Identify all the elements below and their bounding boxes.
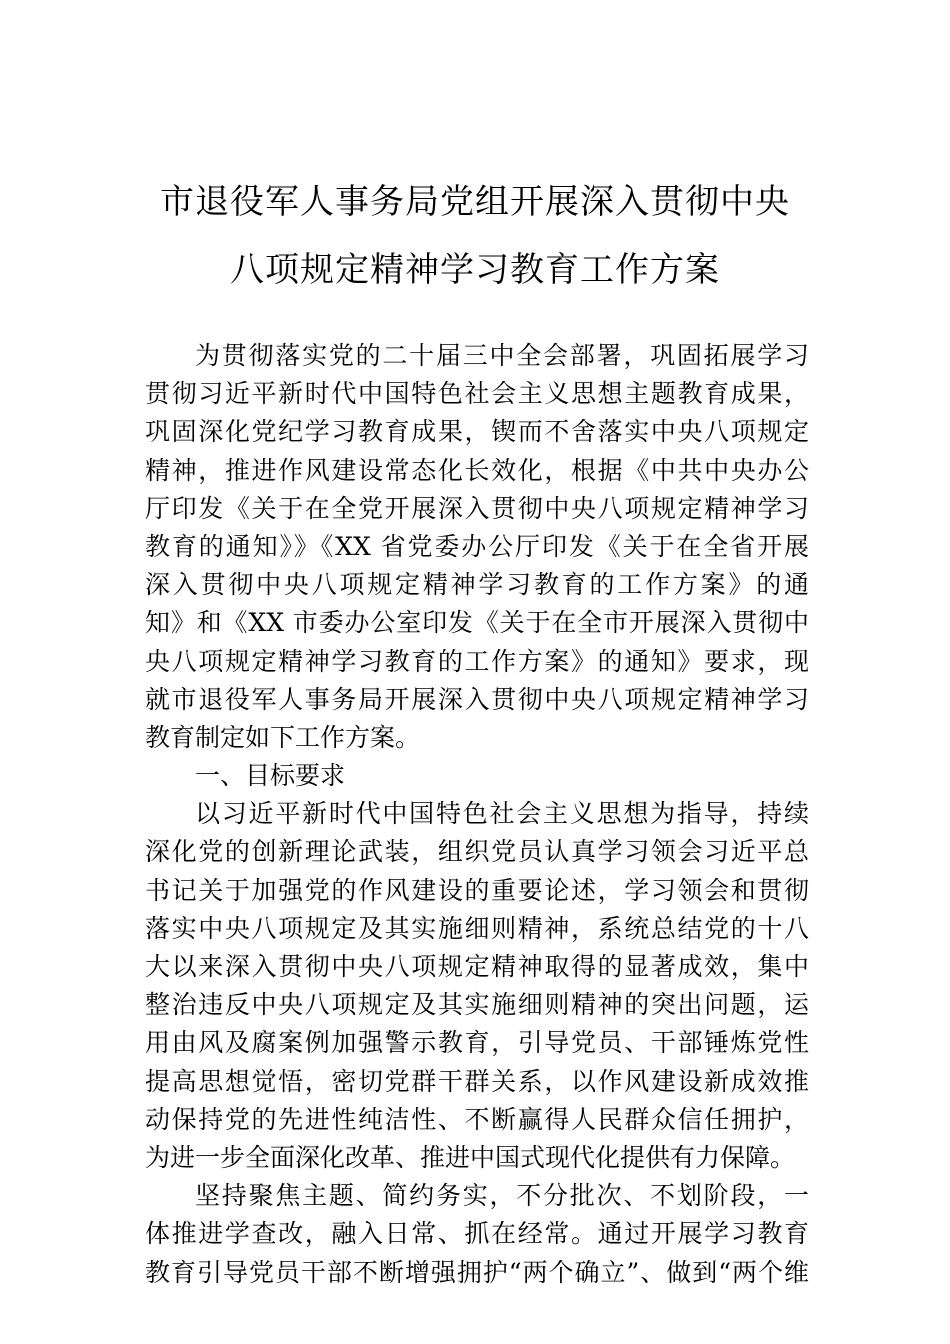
paragraph-line: 体推进学查改，融入日常、抓在经常。通过开展学习教育 xyxy=(145,1219,809,1249)
document-title-line-1: 市退役军人事务局党组开展深入贯彻中央 xyxy=(160,182,790,222)
paragraph-line: 就市退役军人事务局开展深入贯彻中央八项规定精神学习 xyxy=(145,684,809,714)
paragraph-line: 大以来深入贯彻中央八项规定精神取得的显著成效，集中 xyxy=(145,952,809,981)
paragraph-line: 精神，推进作风建设常态化长效化，根据《中共中央办公 xyxy=(145,455,809,485)
paragraph-line: 厅印发《关于在全党开展深入贯彻中央八项规定精神学习 xyxy=(145,493,809,523)
paragraph-line: 以习近平新时代中国特色社会主义思想为指导，持续 xyxy=(195,799,809,829)
paragraph-line: 深化党的创新理论武装，组织党员认真学习领会习近平总 xyxy=(145,837,809,867)
paragraph-line: 书记关于加强党的作风建设的重要论述，学习领会和贯彻 xyxy=(145,875,809,905)
section-heading: 一、目标要求 xyxy=(195,761,346,791)
paragraph-line: 贯彻习近平新时代中国特色社会主义思想主题教育成果， xyxy=(145,379,809,409)
paragraph-line: 央八项规定精神学习教育的工作方案》的通知》要求，现 xyxy=(145,646,809,676)
document-title-line-2: 八项规定精神学习教育工作方案 xyxy=(230,250,720,290)
paragraph-line: 教育引导党员干部不断增强拥护“两个确立”、做到“两个维 xyxy=(145,1257,809,1287)
paragraph-line: 巩固深化党纪学习教育成果，锲而不舍落实中央八项规定 xyxy=(145,417,809,447)
paragraph-line: 为进一步全面深化改革、推进中国式现代化提供有力保障。 xyxy=(145,1142,796,1172)
paragraph-line: 为贯彻落实党的二十届三中全会部署，巩固拓展学习 xyxy=(195,341,809,370)
paragraph-line: 深入贯彻中央八项规定精神学习教育的工作方案》的通 xyxy=(145,570,809,600)
paragraph-line: 知》和《XX 市委办公室印发《关于在全市开展深入贯彻中 xyxy=(145,608,809,638)
paragraph-line: 教育制定如下工作方案。 xyxy=(145,722,421,752)
paragraph-line: 用由风及腐案例加强警示教育，引导党员、干部锤炼党性 xyxy=(145,1028,809,1058)
paragraph-line: 教育的通知》》《XX 省党委办公厅印发《关于在全省开展 xyxy=(145,531,809,561)
paragraph-line: 坚持聚焦主题、简约务实，不分批次、不划阶段，一 xyxy=(195,1181,809,1211)
paragraph-line: 落实中央八项规定及其实施细则精神，系统总结党的十八 xyxy=(145,913,809,943)
document-body xyxy=(145,337,809,1292)
paragraph-line: 提高思想觉悟，密切党群干群关系，以作风建设新成效推 xyxy=(145,1066,809,1096)
paragraph-line: 动保持党的先进性纯洁性、不断赢得人民群众信任拥护， xyxy=(145,1104,809,1134)
paragraph-line: 整治违反中央八项规定及其实施细则精神的突出问题，运 xyxy=(145,990,809,1020)
